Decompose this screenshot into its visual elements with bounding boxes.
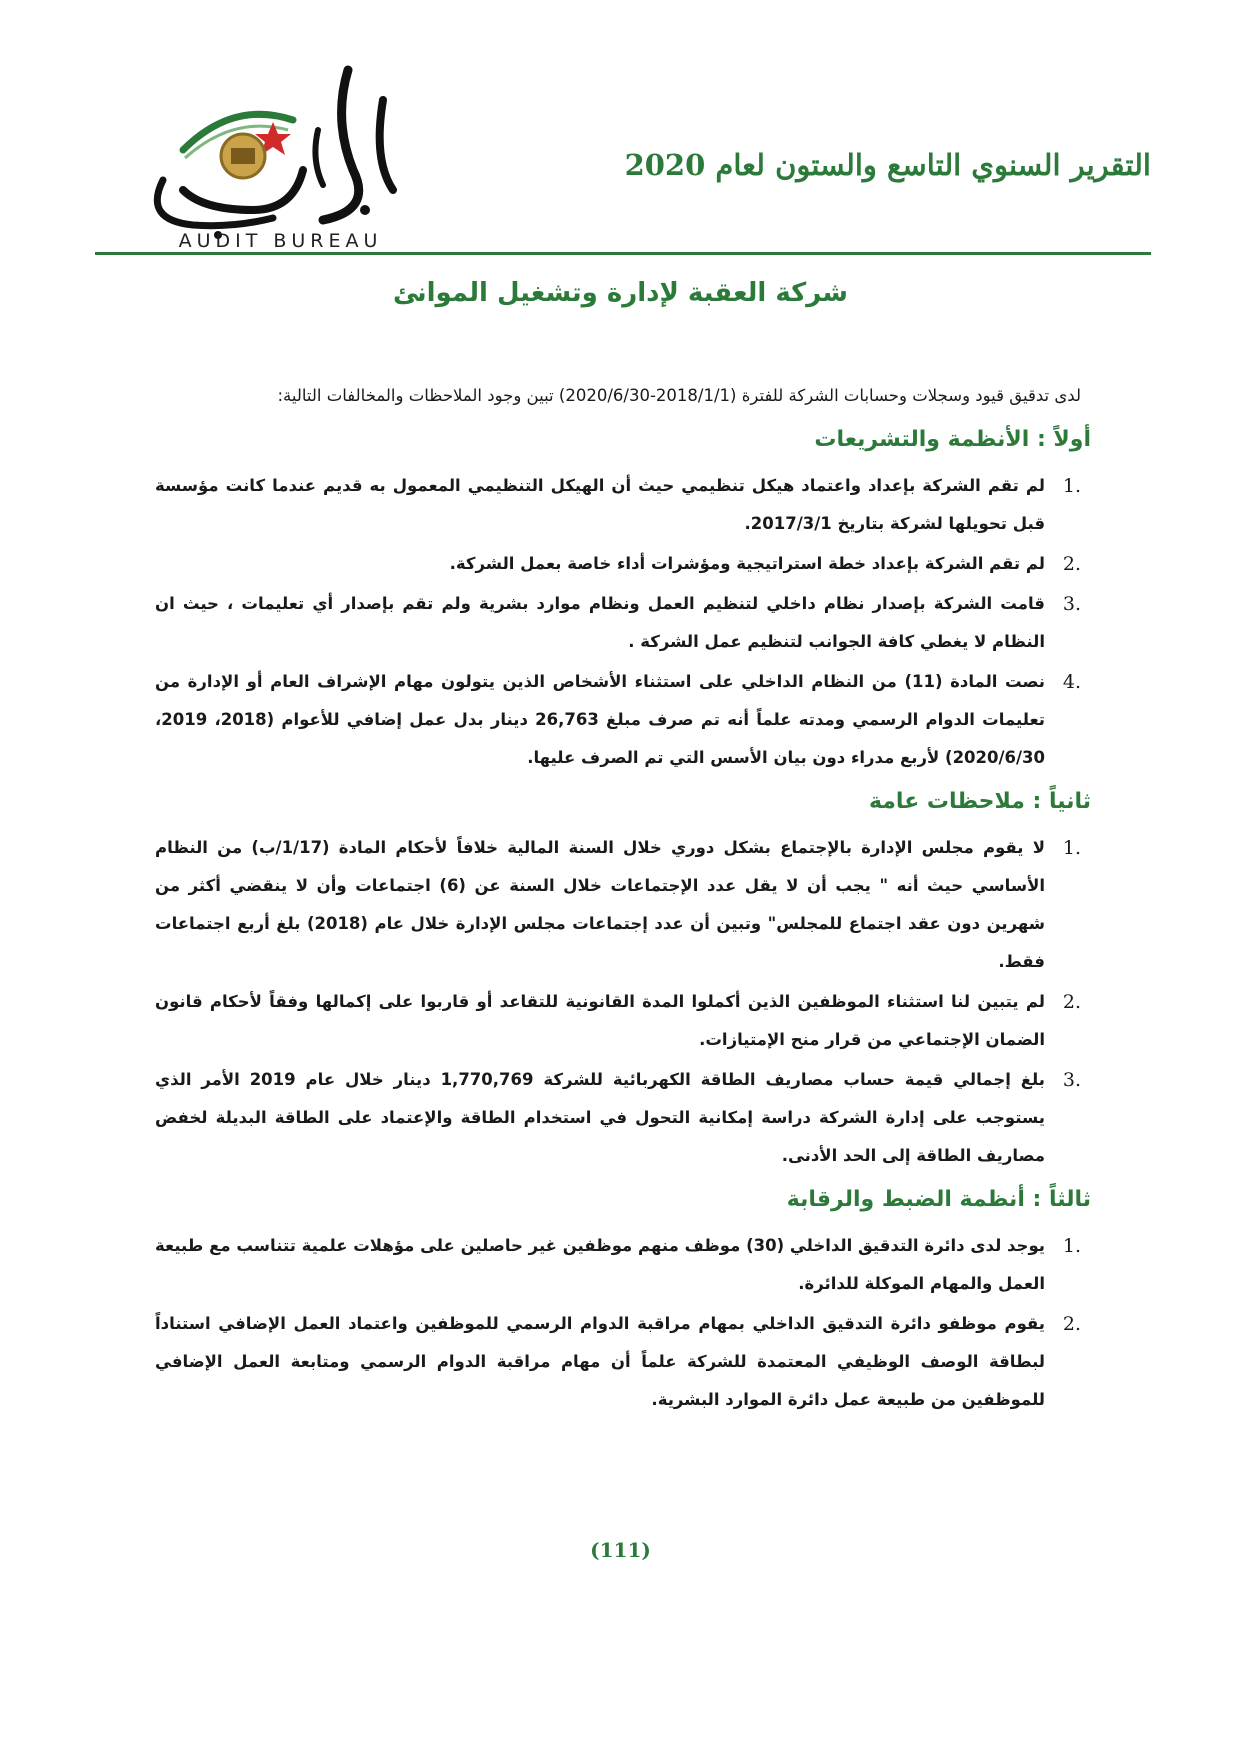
item-number: 3. [1062, 593, 1081, 615]
list-item [155, 1305, 1081, 1419]
item-text: نصت المادة (11) من النظام الداخلي على استثناء الأشخاص الذين يتولون مهام الإشراف العام أو الإدارة من تعليمات الدوام الرسمي ومدته علماً أنه تم صرف مبلغ 26,763 دينار بدل عمل إضافي للأعوام (2018، 2019، 2020/6/30) لأربع مدراء دون بيان الأسس التي تم الصرف عليها. [155, 672, 1045, 767]
header-divider [95, 252, 1151, 255]
item-number: 2. [1062, 991, 1081, 1013]
audit-bureau-emblem-icon [116, 60, 423, 246]
report-body [155, 375, 1091, 1427]
page-header [95, 60, 1151, 255]
page-number: (111) [590, 1538, 651, 1562]
list-item [155, 467, 1081, 543]
list-item [155, 1227, 1081, 1303]
list-item [155, 1061, 1081, 1175]
list-item [155, 829, 1081, 981]
list-item [155, 545, 1081, 583]
audit-bureau-logo [116, 60, 423, 252]
section-heading: ثانياً : ملاحظات عامة [868, 789, 1091, 814]
item-text: لم تقم الشركة بإعداد خطة استراتيجية ومؤشرات أداء خاصة بعمل الشركة. [449, 554, 1045, 573]
list-item [155, 983, 1081, 1059]
item-text: يقوم موظفو دائرة التدقيق الداخلي بمهام مراقبة الدوام الرسمي للموظفين واعتماد العمل الإضافي استناداً لبطاقة الوصف الوظيفي المعتمدة للشركة علماً أن مهام مراقبة الدوام الرسمي ومتابعة العمل الإضافي للموظفين من طبيعة عمل دائرة الموارد البشرية. [155, 1314, 1045, 1409]
section-items [155, 467, 1081, 777]
item-text: يوجد لدى دائرة التدقيق الداخلي (30) موظف منهم موظفين غير حاصلين على مؤهلات علمية تتناسب مع طبيعة العمل والمهام الموكلة للدائرة. [155, 1236, 1045, 1293]
item-number: 1. [1062, 837, 1081, 859]
item-text: لم يتبين لنا استثناء الموظفين الذين أكملوا المدة القانونية للتقاعد أو قاربوا على إكمالها وفقاً لأحكام قانون الضمان الإجتماعي من قرار منح الإمتيازات. [155, 992, 1045, 1049]
item-number: 1. [1062, 1235, 1081, 1257]
item-text: قامت الشركة بإصدار نظام داخلي لتنظيم العمل ونظام موارد بشرية ولم تقم بإصدار أي تعليمات ، حيث ان النظام لا يغطي كافة الجوانب لتنظيم عمل الشركة . [155, 594, 1045, 651]
item-number: 2. [1062, 1313, 1081, 1335]
item-number: 2. [1062, 553, 1081, 575]
company-title: شركة العقبة لإدارة وتشغيل الموانئ [393, 278, 848, 308]
item-text: لم تقم الشركة بإعداد واعتماد هيكل تنظيمي حيث أن الهيكل التنظيمي المعمول به قديم عندما كانت مؤسسة قبل تحويلها لشركة بتاريخ 2017/3/1. [155, 476, 1045, 533]
item-text: لا يقوم مجلس الإدارة بالإجتماع بشكل دوري خلال السنة المالية خلافاً لأحكام المادة (1/17/ب) من النظام الأساسي حيث أنه " يجب أن لا يقل عدد الإجتماعات خلال السنة عن (6) اجتماعات وأن لا ينقضي أكثر من شهرين دون عقد اجتماع للمجلس" وتبين أن عدد إجتماعات مجلس الإدارة خلال عام (2018) بلغ أربع اجتماعات فقط. [155, 838, 1046, 971]
logo-english-text: AUDIT BUREAU [178, 230, 383, 252]
item-number: 3. [1062, 1069, 1081, 1091]
report-title: التقرير السنوي التاسع والستون لعام 2020 [624, 148, 1151, 182]
list-item [155, 585, 1081, 661]
section-items [155, 829, 1081, 1175]
section-heading: أولاً : الأنظمة والتشريعات [814, 427, 1091, 452]
item-number: 1. [1062, 475, 1081, 497]
list-item [155, 663, 1081, 777]
section-heading: ثالثاً : أنظمة الضبط والرقابة [786, 1187, 1091, 1212]
item-number: 4. [1062, 671, 1081, 693]
section-items [155, 1227, 1081, 1419]
logo-arabic-text: ديوان المحاسبة [116, 60, 123, 61]
intro-paragraph: لدى تدقيق قيود وسجلات وحسابات الشركة للفترة (2018/1/1-2020/6/30) تبين وجود الملاحظات والمخالفات التالية: [277, 386, 1081, 405]
item-text: بلغ إجمالي قيمة حساب مصاريف الطاقة الكهربائية للشركة 1,770,769 دينار خلال عام 2019 الأمر الذي يستوجب على إدارة الشركة دراسة إمكانية التحول في استخدام الطاقة والإعتماد على الطاقة البديلة لخفض مصاريف الطاقة إلى الحد الأدنى. [155, 1070, 1045, 1165]
